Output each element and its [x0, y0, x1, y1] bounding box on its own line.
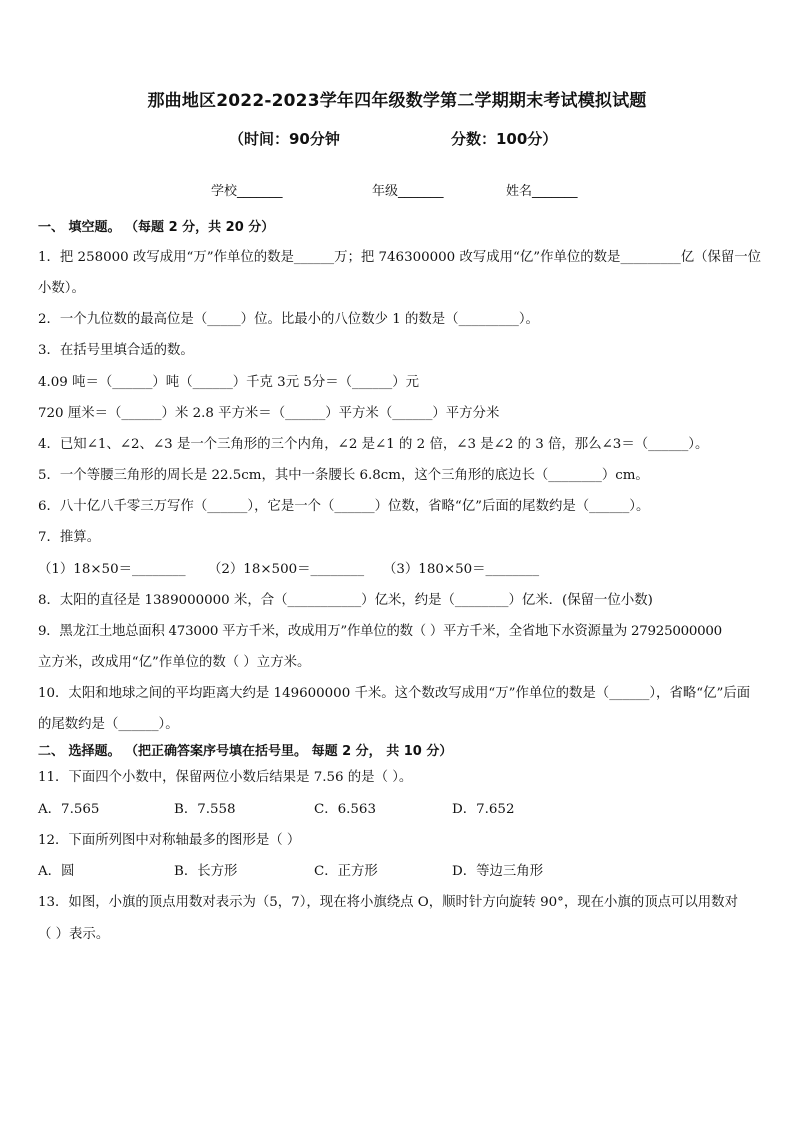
section-heading-fill-in: 一、 填空题。 （每题 2 分，共 20 分） — [38, 220, 275, 235]
question-13: 13．如图，小旗的顶点用数对表示为（5，7），现在将小旗绕点 O，顺时针方向旋转 90°，现在小旗的顶点可以用数对 — [38, 895, 738, 910]
question-2: 2．一个九位数的最高位是（_____）位。比最小的八位数少 1 的数是（_________）。 — [38, 312, 539, 327]
question-13-continued: （ ）表示。 — [38, 927, 110, 942]
page-title: 那曲地区2022-2023学年四年级数学第二学期期末考试模拟试题 — [147, 91, 647, 111]
name-field: 姓名_______ — [506, 184, 578, 199]
question-9-continued: 立方米，改成用“亿”作单位的数（ ）立方米。 — [38, 655, 311, 670]
question-7: 7．推算。 — [38, 530, 101, 545]
option-c: C．6.563 — [314, 802, 376, 817]
question-10: 10．太阳和地球之间的平均距离大约是 149600000 千米。这个数改写成用“万”作单位的数是（______），省略“亿”后面 — [38, 686, 751, 701]
question-1: 1．把 258000 改写成用“万”作单位的数是______万；把 746300000 改写成用“亿”作单位的数是_________亿（保留一位 — [38, 250, 762, 265]
question-3: 3．在括号里填合适的数。 — [38, 343, 194, 358]
option-a: A．7.565 — [38, 802, 100, 817]
exam-meta — [0, 128, 794, 152]
question-3-line-2: 720 厘米＝（______）米 2.8 平方米＝（______）平方米（______）平方分米 — [38, 406, 500, 421]
exam-time: （时间：90分钟 — [229, 130, 340, 148]
question-9: 9．黑龙江土地总面积 473000 平方千米，改成用万”作单位的数（ ）平方千米，全省地下水资源量为 27925000000 — [38, 624, 722, 639]
question-5: 5．一个等腰三角形的周长是 22.5cm，其中一条腰长 6.8cm，这个三角形的底边长（________）cm。 — [38, 468, 649, 483]
question-1-continued: 小数）。 — [38, 281, 85, 296]
question-8: 8．太阳的直径是 1389000000 米，合（___________）亿米，约是（________）亿米．(保留一位小数) — [38, 593, 653, 608]
question-7-item-1: （1）18×50＝________ — [38, 562, 186, 577]
option-b: B．长方形 — [174, 864, 238, 879]
question-6: 6．八十亿八千零三万写作（______），它是一个（______）位数，省略“亿”后面的尾数约是（______）。 — [38, 499, 650, 514]
student-info — [0, 180, 794, 202]
option-d: D．7.652 — [452, 802, 515, 817]
option-b: B．7.558 — [174, 802, 236, 817]
question-10-continued: 的尾数约是（______）。 — [38, 717, 179, 732]
question-7-item-3: （3）180×50＝________ — [383, 562, 540, 577]
question-3-line-1: 4.09 吨＝（______）吨（______）千克 3元 5分＝（______）元 — [38, 375, 419, 390]
question-12: 12．下面所列图中对称轴最多的图形是（ ） — [38, 833, 301, 848]
grade-field: 年级_______ — [372, 184, 444, 199]
section-heading-choice: 二、 选择题。 （把正确答案序号填在括号里。 每题 2 分， 共 10 分） — [38, 744, 453, 759]
option-d: D．等边三角形 — [452, 864, 544, 879]
exam-score: 分数：100分） — [451, 130, 558, 148]
question-11: 11．下面四个小数中，保留两位小数后结果是 7.56 的是（ ）。 — [38, 770, 413, 785]
option-c: C．正方形 — [314, 864, 378, 879]
school-field: 学校_______ — [211, 184, 283, 199]
question-7-item-2: （2）18×500＝________ — [208, 562, 365, 577]
question-4: 4．已知∠1、∠2、∠3 是一个三角形的三个内角，∠2 是∠1 的 2 倍，∠3 是∠2 的 3 倍，那么∠3＝（______）。 — [38, 437, 709, 452]
option-a: A．圆 — [38, 864, 75, 879]
